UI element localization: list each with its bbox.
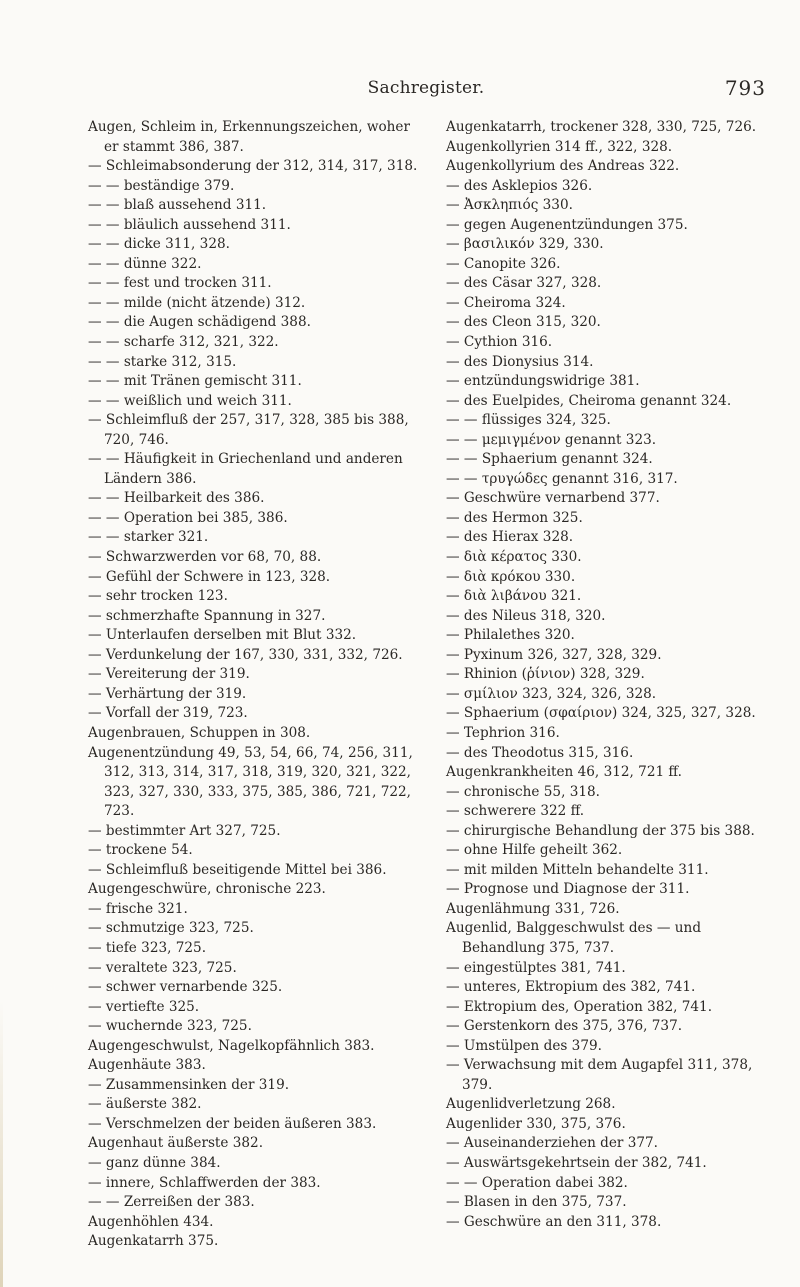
index-entry: Augenentzündung 49, 53, 54, 66, 74, 256, 311, 312, 313, 314, 317, 318, 319, 320, 321, 322, 323, 327, 330, 333, 375, 385, 386, 721, 722, 723. [88, 744, 413, 820]
index-entry: Augenkollyrien 314 ff., 322, 328. [446, 138, 673, 155]
index-entry: — — weißlich und weich 311. [88, 392, 292, 409]
index-entry: — Auswärtsgekehrtsein der 382, 741. [446, 1154, 707, 1171]
index-entry: — vertiefte 325. [88, 998, 200, 1015]
index-entry: — Verhärtung der 319. [88, 685, 247, 702]
index-entry: — schmerzhafte Spannung in 327. [88, 607, 326, 624]
page-number: 793 [724, 76, 766, 100]
index-entry: — veraltete 323, 725. [88, 959, 237, 976]
index-entry: — Prognose und Diagnose der 311. [446, 881, 690, 898]
left-column [88, 118, 428, 1252]
index-entry: — — bläulich aussehend 311. [88, 216, 291, 233]
index-entry: — Unterlaufen derselben mit Blut 332. [88, 627, 357, 644]
index-entry: — innere, Schlaffwerden der 383. [88, 1174, 321, 1191]
index-entry: — chirurgische Behandlung der 375 bis 388. [446, 822, 755, 839]
index-entry: — — milde (nicht ätzende) 312. [88, 294, 306, 311]
index-entry: Augenlidverletzung 268. [446, 1096, 616, 1113]
index-entry: — sehr trocken 123. [88, 588, 228, 605]
index-entry: — Schleimfluß beseitigende Mittel bei 386. [88, 861, 387, 878]
index-entry: — — Zerreißen der 383. [88, 1194, 255, 1211]
index-entry: Augenhöhlen 434. [88, 1213, 214, 1230]
index-entry: Augenhaut äußerste 382. [88, 1135, 264, 1152]
index-entry: — Verschmelzen der beiden äußeren 383. [88, 1115, 377, 1132]
index-entry: — Canopite 326. [446, 255, 561, 272]
right-column [446, 118, 776, 1232]
index-entry: — des Cleon 315, 320. [446, 314, 601, 331]
index-entry: Augenkrankheiten 46, 312, 721 ff. [446, 764, 682, 781]
index-entry: — entzündungswidrige 381. [446, 373, 640, 390]
index-entry: — Cheiroma 324. [446, 294, 566, 311]
index-entry: — trockene 54. [88, 842, 193, 859]
index-entry: — — Heilbarkeit des 386. [88, 490, 265, 507]
index-entry: Augenlid, Balggeschwulst des — und Behandlung 375, 737. [446, 920, 702, 956]
index-entry: — des Cäsar 327, 328. [446, 275, 602, 292]
index-entry: — des Hermon 325. [446, 509, 583, 526]
index-entry: — Schleimabsonderung der 312, 314, 317, 318. [88, 158, 418, 175]
index-entry: — διὰ κέρατος 330. [446, 549, 582, 566]
index-entry: — Rhinion (ῥίνιον) 328, 329. [446, 666, 645, 683]
index-entry: Augenkatarrh 375. [88, 1233, 219, 1250]
page-header [86, 76, 766, 106]
index-entry: — Gefühl der Schwere in 123, 328. [88, 568, 331, 585]
index-entry: — Geschwüre vernarbend 377. [446, 490, 660, 507]
index-entry: — Verdunkelung der 167, 330, 331, 332, 726. [88, 646, 403, 663]
index-entry: — — starke 312, 315. [88, 353, 237, 370]
index-entry: — des Theodotus 315, 316. [446, 744, 634, 761]
index-entry: — ohne Hilfe geheilt 362. [446, 842, 623, 859]
index-entry: — des Hierax 328. [446, 529, 574, 546]
index-entry: — Blasen in den 375, 737. [446, 1194, 627, 1211]
index-entry: — Ektropium des, Operation 382, 741. [446, 998, 713, 1015]
index-entry: — gegen Augenentzündungen 375. [446, 216, 688, 233]
index-entry: — äußerste 382. [88, 1096, 202, 1113]
page-edge-stain [0, 1000, 3, 1287]
index-entry: — des Nileus 318, 320. [446, 607, 606, 624]
index-entry: — — μεμιγμένον genannt 323. [446, 431, 657, 448]
index-entry: — Geschwüre an den 311, 378. [446, 1213, 662, 1230]
index-entry: — frische 321. [88, 900, 188, 917]
index-entry: — Zusammensinken der 319. [88, 1076, 290, 1093]
index-entry: — schwer vernarbende 325. [88, 979, 283, 996]
index-entry: — Pyxinum 326, 327, 328, 329. [446, 646, 662, 663]
index-entry: — διὰ λιβάνου 321. [446, 588, 582, 605]
index-entry: — Vereiterung der 319. [88, 666, 250, 683]
index-entry: — — Häufigkeit in Griechenland und anderen Ländern 386. [88, 451, 403, 487]
index-entry: — — blaß aussehend 311. [88, 197, 267, 214]
index-entry: — — Operation dabei 382. [446, 1174, 628, 1191]
index-entry: — Schleimfluß der 257, 317, 328, 385 bis 388, 720, 746. [88, 412, 409, 448]
index-entry: — des Dionysius 314. [446, 353, 594, 370]
index-entry: — des Asklepios 326. [446, 177, 593, 194]
index-entry: — Verwachsung mit dem Augapfel 311, 378, 379. [446, 1057, 753, 1093]
index-entry: — bestimmter Art 327, 725. [88, 822, 281, 839]
index-entry: — — dicke 311, 328. [88, 236, 230, 253]
index-entry: Augenlider 330, 375, 376. [446, 1115, 626, 1132]
index-entry: — chronische 55, 318. [446, 783, 600, 800]
running-title: Sachregister. [367, 78, 485, 98]
index-entry: — Sphaerium (σφαίριον) 324, 325, 327, 328. [446, 705, 756, 722]
index-entry: — Gerstenkorn des 375, 376, 737. [446, 1018, 683, 1035]
index-entry: Augengeschwüre, chronische 223. [88, 881, 326, 898]
index-entry: — — Sphaerium genannt 324. [446, 451, 653, 468]
index-entry: — Schwarzwerden vor 68, 70, 88. [88, 549, 322, 566]
index-entry: — — mit Tränen gemischt 311. [88, 373, 302, 390]
index-entry: Augenkollyrium des Andreas 322. [446, 158, 680, 175]
index-entry: — — fest und trocken 311. [88, 275, 272, 292]
index-entry: — tiefe 323, 725. [88, 939, 207, 956]
index-entry: — — τρυγώδες genannt 316, 317. [446, 470, 678, 487]
index-entry: — Cythion 316. [446, 334, 553, 351]
index-entry: — eingestülptes 381, 741. [446, 959, 626, 976]
index-entry: — schmutzige 323, 725. [88, 920, 254, 937]
index-entry: — unteres, Ektropium des 382, 741. [446, 979, 696, 996]
index-entry: — Ἀσκληπιός 330. [446, 197, 573, 214]
index-entry: — mit milden Mitteln behandelte 311. [446, 861, 709, 878]
index-entry: — διὰ κρόκου 330. [446, 568, 576, 585]
index-entry: — Philalethes 320. [446, 627, 575, 644]
index-entry: — — Operation bei 385, 386. [88, 509, 288, 526]
index-entry: — σμίλιον 323, 324, 326, 328. [446, 685, 657, 702]
index-entry: — — dünne 322. [88, 255, 202, 272]
index-entry: Augenbrauen, Schuppen in 308. [88, 724, 311, 741]
index-entry: — — starker 321. [88, 529, 209, 546]
index-entry: Augenkatarrh, trockener 328, 330, 725, 726. [446, 119, 757, 135]
index-entry: — — die Augen schädigend 388. [88, 314, 311, 331]
index-entry: Augengeschwulst, Nagelkopfähnlich 383. [88, 1037, 375, 1054]
index-entry: — ganz dünne 384. [88, 1154, 221, 1171]
index-entry: — Vorfall der 319, 723. [88, 705, 248, 722]
index-entry: — Auseinanderziehen der 377. [446, 1135, 658, 1152]
index-entry: Augen, Schleim in, Erkennungszeichen, woher er stammt 386, 387. [88, 119, 410, 155]
index-entry: — Umstülpen des 379. [446, 1037, 602, 1054]
index-entry: — wuchernde 323, 725. [88, 1018, 252, 1035]
index-entry: — — flüssiges 324, 325. [446, 412, 611, 429]
index-entry: — — beständige 379. [88, 177, 235, 194]
index-entry: — schwerere 322 ff. [446, 803, 585, 820]
index-entry: Augenlähmung 331, 726. [446, 900, 620, 917]
index-entry: Augenhäute 383. [88, 1057, 206, 1074]
index-entry: — Tephrion 316. [446, 724, 560, 741]
index-entry: — βασιλικόν 329, 330. [446, 236, 604, 253]
index-entry: — des Euelpides, Cheiroma genannt 324. [446, 392, 732, 409]
index-entry: — — scharfe 312, 321, 322. [88, 334, 279, 351]
